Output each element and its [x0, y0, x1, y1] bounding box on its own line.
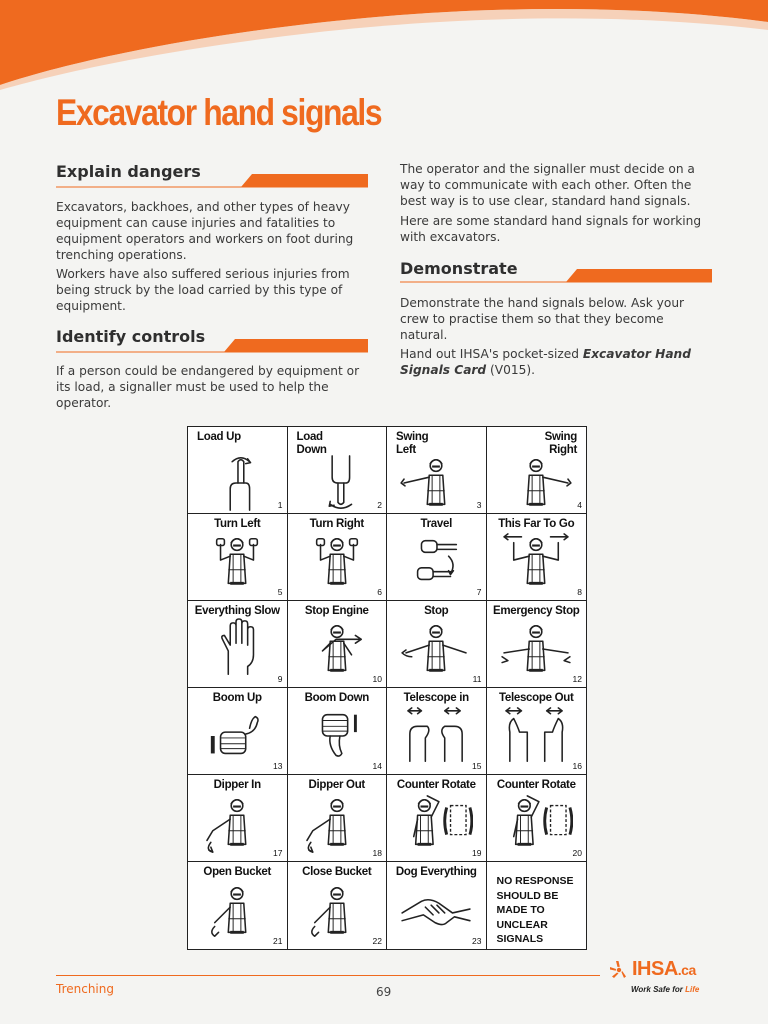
worker-dipper-icon — [188, 793, 287, 853]
signal-number: 23 — [472, 936, 482, 946]
signal-number: 17 — [273, 848, 283, 858]
heading-identify-controls: Identify controls — [56, 327, 206, 346]
signal-cell — [387, 514, 487, 601]
signal-number: 4 — [577, 500, 582, 510]
unclear-signals-note: NO RESPONSE SHOULD BE MADE TO UNCLEAR SIGNALS — [496, 875, 574, 945]
explain-paragraph-1: Excavators, backhoes, and other types of heavy equipment can cause injuries and fatalities to equipment operators and workers on foot during trenching operations. — [56, 200, 354, 262]
signal-cell — [188, 775, 288, 862]
signal-number: 14 — [372, 761, 382, 771]
signal-label: Dipper Out — [308, 779, 365, 791]
hand-signals-chart — [187, 426, 587, 950]
heading-underline — [56, 339, 368, 353]
worker-bucket-icon — [288, 880, 387, 941]
worker-dipper-icon — [288, 793, 387, 853]
logo-tagline — [631, 985, 699, 994]
worker-bucket-icon — [188, 880, 287, 941]
signal-label: Swing Right — [544, 431, 577, 456]
signal-cell — [387, 427, 487, 514]
worker-hands-apart-icon — [487, 532, 587, 592]
thumbs-out-icon — [487, 706, 587, 766]
worker-rotate-icon — [487, 793, 587, 853]
signal-label: Stop — [424, 605, 449, 617]
thumbs-in-icon — [387, 706, 486, 766]
signal-number: 21 — [273, 936, 283, 946]
thumb-up-icon — [188, 706, 287, 766]
signal-number: 3 — [476, 500, 482, 510]
signal-number: 19 — [472, 848, 482, 858]
finger-down-icon — [288, 461, 387, 505]
thumb-down-icon — [288, 706, 387, 766]
signal-cell — [288, 688, 388, 775]
signal-label: Open Bucket — [203, 866, 272, 878]
worker-fists-icon — [288, 532, 387, 592]
tagline-highlight: Life — [685, 985, 700, 994]
handout-card-title: Excavator Hand Signals Card — [400, 347, 691, 377]
heading-explain-dangers: Explain dangers — [56, 162, 201, 181]
explain-paragraph-2: Workers have also suffered serious injuries from being struck by the load carried by this type of equipment. — [56, 267, 350, 313]
identify-paragraph: If a person could be endangered by equipment or its load, a signaller must be used to help the operator. — [56, 364, 360, 410]
signal-number: 16 — [572, 761, 582, 771]
clasped-hands-icon — [387, 880, 486, 941]
intro-paragraph-2: Here are some standard hand signals for working with excavators. — [400, 214, 702, 244]
logo-domain: .ca — [677, 962, 696, 978]
signal-label: Telescope Out — [499, 692, 574, 704]
handout-prefix: Hand out IHSA's pocket-sized — [400, 347, 583, 361]
signal-label: Dog Everything — [395, 866, 477, 878]
signal-cell — [487, 775, 587, 862]
heading-demonstrate: Demonstrate — [400, 259, 518, 278]
signal-number: 1 — [277, 500, 283, 510]
worker-arm-left-icon — [387, 461, 486, 505]
signal-label: Load Down — [296, 431, 327, 456]
signal-cell — [188, 601, 288, 688]
signal-number: 22 — [372, 936, 382, 946]
signal-cell — [188, 427, 288, 514]
signal-label: Boom Up — [212, 692, 262, 704]
signal-cell — [487, 688, 587, 775]
handout-suffix: (V015). — [486, 363, 536, 377]
worker-rotate-icon — [387, 793, 486, 853]
signal-label: Boom Down — [304, 692, 369, 704]
signal-label: Load Up — [197, 431, 241, 443]
signal-cell — [387, 862, 487, 949]
intro-paragraph-1: The operator and the signaller must decide on a way to communicate with each other. Often the best way is to use clear, standard hand signals. — [400, 162, 695, 208]
worker-fists-icon — [188, 532, 287, 592]
rolling-fists-icon — [387, 532, 486, 592]
signal-cell — [288, 775, 388, 862]
worker-throat-cut-icon — [288, 619, 387, 679]
signal-cell — [188, 688, 288, 775]
signal-number: 18 — [372, 848, 382, 858]
signal-label: Swing Left — [396, 431, 429, 456]
signal-cell — [288, 601, 388, 688]
signal-cell — [487, 427, 587, 514]
signal-label: Close Bucket — [302, 866, 372, 878]
worker-arm-right-icon — [487, 461, 587, 505]
signal-cell — [188, 862, 288, 949]
signal-number: 7 — [476, 587, 482, 597]
signal-cell — [487, 601, 587, 688]
signal-number: 11 — [472, 674, 482, 684]
signal-label: Travel — [420, 518, 452, 530]
signal-label: Emergency Stop — [492, 605, 580, 617]
footer-rule — [56, 975, 600, 976]
open-hand-icon — [188, 619, 287, 679]
signal-number: 20 — [572, 848, 582, 858]
signal-label: Turn Right — [309, 518, 364, 530]
page-number: 69 — [376, 985, 392, 999]
footer-section-name: Trenching — [56, 982, 114, 996]
signal-label: Everything Slow — [194, 605, 280, 617]
signal-number: 15 — [472, 761, 482, 771]
signal-cell — [387, 775, 487, 862]
ihsa-logo-text — [632, 958, 696, 981]
signal-number: 8 — [577, 587, 582, 597]
signal-number: 12 — [572, 674, 582, 684]
signal-cell — [288, 514, 388, 601]
signal-label: Stop Engine — [304, 605, 369, 617]
signal-label: Counter Rotate — [396, 779, 476, 791]
signal-number: 2 — [377, 500, 382, 510]
signal-cell — [288, 427, 388, 514]
signal-label: Turn Left — [214, 518, 261, 530]
logo-name: IHSA — [632, 958, 678, 980]
signal-label: Counter Rotate — [496, 779, 576, 791]
signal-number: 13 — [273, 761, 283, 771]
page-title: Excavator hand signals — [56, 92, 382, 133]
signal-label: Telescope in — [403, 692, 469, 704]
finger-up-icon — [188, 461, 287, 505]
signal-number: 9 — [277, 674, 283, 684]
header-wave-decoration — [0, 0, 768, 90]
signal-cell — [188, 514, 288, 601]
handout-paragraph — [400, 346, 712, 378]
worker-both-arms-out-icon — [487, 619, 587, 679]
heading-underline — [400, 269, 712, 283]
worker-arm-out-icon — [387, 619, 486, 679]
signal-number: 10 — [372, 674, 382, 684]
heading-underline — [56, 174, 368, 188]
signal-cell — [387, 601, 487, 688]
signal-number: 5 — [277, 587, 283, 597]
signal-cell — [487, 514, 587, 601]
signal-cell — [387, 688, 487, 775]
signal-number: 6 — [377, 587, 382, 597]
signal-cell — [288, 862, 388, 949]
signal-label: Dipper In — [213, 779, 261, 791]
tagline-prefix: Work Safe for — [631, 985, 686, 994]
demonstrate-paragraph: Demonstrate the hand signals below. Ask your crew to practise them so that they become natural. — [400, 296, 685, 342]
signal-label: This Far To Go — [498, 518, 575, 530]
signal-note-cell — [487, 862, 587, 949]
